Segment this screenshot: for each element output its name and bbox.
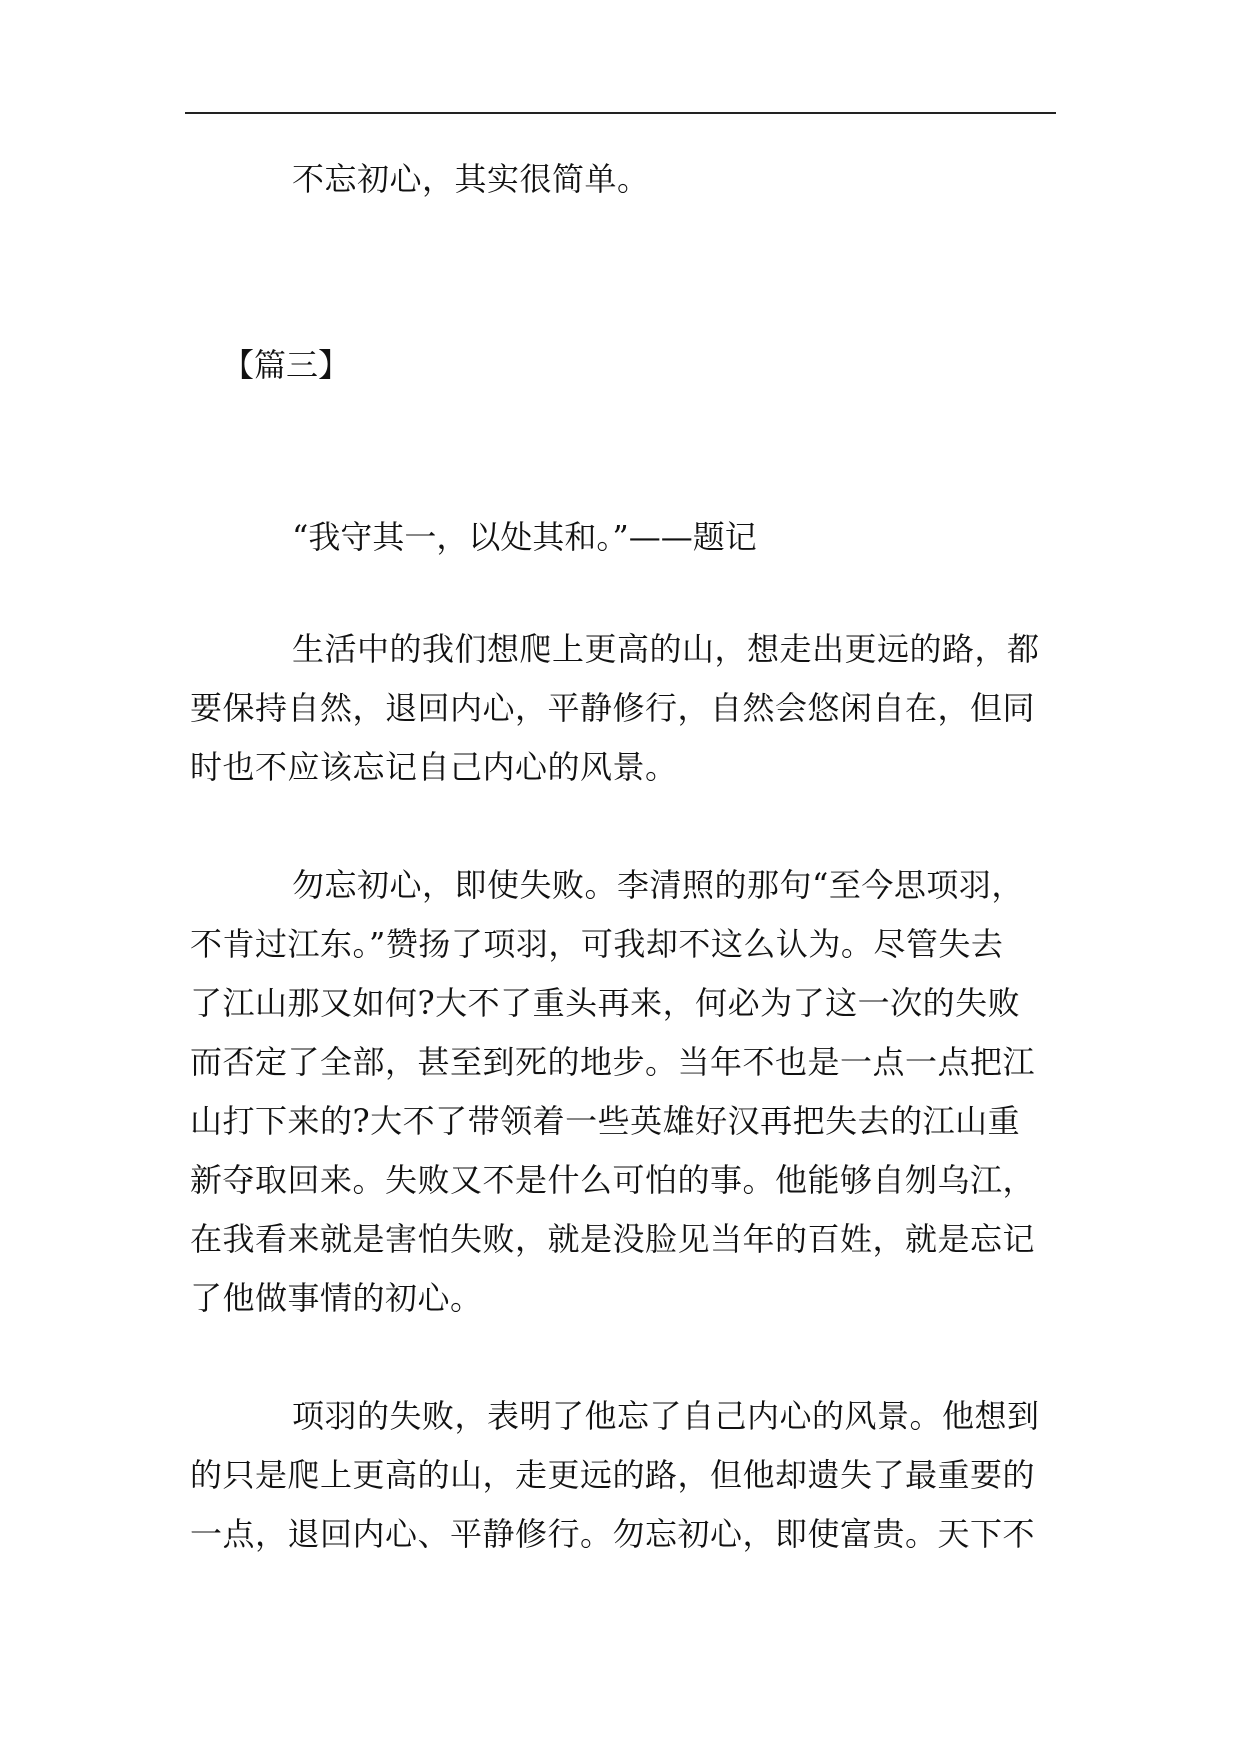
- paragraph-line: 不忘初心，其实很简单。: [292, 160, 650, 198]
- paragraph-2: [190, 856, 1058, 1328]
- paragraph-line: 新夺取回来。失败又不是什么可怕的事。他能够自刎乌江，: [190, 1161, 1036, 1199]
- section-heading: 【篇三】: [222, 346, 351, 384]
- paragraph-line: 要保持自然，退回内心，平静修行，自然会悠闲自在，但同: [190, 689, 1036, 727]
- paragraph-line: 生活中的我们想爬上更高的山，想走出更远的路，都: [292, 630, 1040, 668]
- paragraph-line: 山打下来的?大不了带领着一些英雄好汉再把失去的江山重: [190, 1102, 1021, 1140]
- paragraph-3: [190, 1387, 1058, 1564]
- paragraph-line: 勿忘初心，即使失败。李清照的那句“至今思项羽，: [292, 866, 1024, 904]
- paragraph-line: 的只是爬上更高的山，走更远的路，但他却遗失了最重要的: [190, 1456, 1036, 1494]
- paragraph-line: 时也不应该忘记自己内心的风景。: [190, 748, 678, 786]
- header-rule: [185, 112, 1056, 114]
- continuation-paragraph: [190, 150, 1058, 209]
- epigraph: “我守其一，以处其和。”——题记: [292, 518, 757, 556]
- paragraph-line: 在我看来就是害怕失败，就是没脸见当年的百姓，就是忘记: [190, 1220, 1036, 1258]
- paragraph-line: 项羽的失败，表明了他忘了自己内心的风景。他想到: [292, 1397, 1040, 1435]
- paragraph-line: 不肯过江东。”赞扬了项羽，可我却不这么认为。尽管失去: [190, 925, 1004, 963]
- paragraph-line: 而否定了全部，甚至到死的地步。当年不也是一点一点把江: [190, 1043, 1036, 1081]
- paragraph-line: 了江山那又如何?大不了重头再来，何必为了这一次的失败: [190, 984, 1021, 1022]
- paragraph-line: 了他做事情的初心。: [190, 1279, 483, 1317]
- paragraph-1: [190, 620, 1058, 797]
- paragraph-line: 一点，退回内心、平静修行。勿忘初心，即使富贵。天下不: [190, 1515, 1036, 1553]
